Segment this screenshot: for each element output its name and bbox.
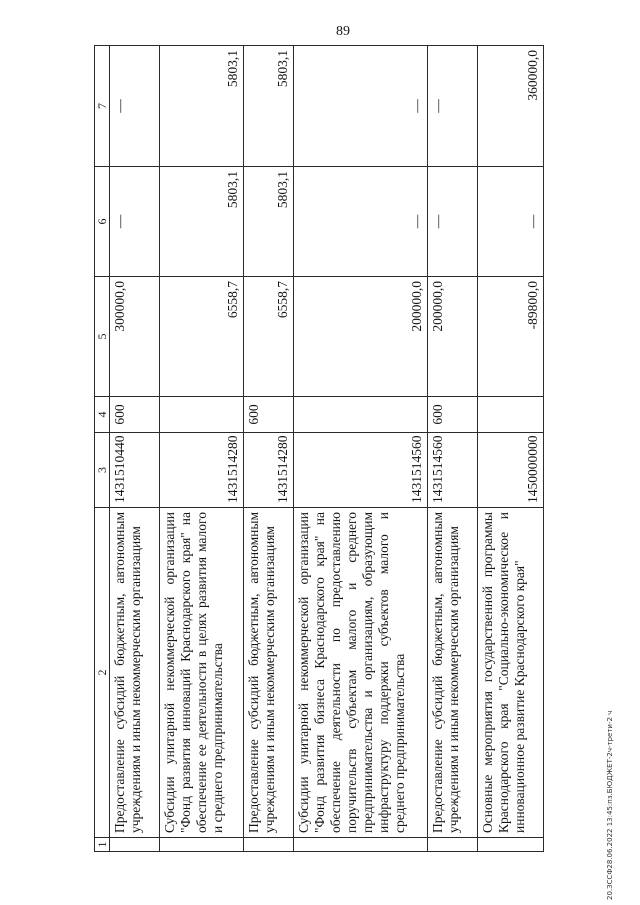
table-row [428, 46, 478, 852]
table-row [294, 46, 428, 852]
row-number-cell [428, 838, 478, 852]
header-col-3: 3 [95, 433, 110, 508]
code-cell: 1431514280 [244, 433, 294, 508]
description-cell: Субсидии унитарной некоммерческой организации "Фонд развития инноваций Краснодарского края" на обеспечение ее деятельности в целях развития малого и среднего предпринимательства [160, 508, 244, 838]
value5-cell: 200000,0 [294, 277, 428, 397]
description-cell: Предоставление субсидий бюджетным, автономным учреждениям и иным некоммерческим организациям [428, 508, 478, 838]
row-number-cell [294, 838, 428, 852]
type-cell: 600 [244, 397, 294, 433]
side-stamp-text: 20.ЗССФ28.06.2022 13:45:пз.БЮДЖЕТ-2ч-трети-2 ч [606, 710, 614, 900]
code-cell: 1450000000 [478, 433, 544, 508]
value5-cell: 6558,7 [160, 277, 244, 397]
code-cell: 1431514560 [294, 433, 428, 508]
value7-cell: — [110, 46, 160, 167]
header-col-4: 4 [95, 397, 110, 433]
table-row [478, 46, 544, 852]
code-cell: 1431514280 [160, 433, 244, 508]
header-col-2: 2 [95, 508, 110, 838]
description-cell: Основные мероприятия государственной программы Краснодарского края "Социально-экономическое и инновационное развитие Краснодарского края" [478, 508, 544, 838]
rotated-table-frame [94, 46, 562, 852]
value5-cell: 300000,0 [110, 277, 160, 397]
type-cell [294, 397, 428, 433]
value7-cell: 5803,1 [244, 46, 294, 167]
budget-table [94, 45, 544, 852]
type-cell [478, 397, 544, 433]
value6-cell: 5803,1 [160, 167, 244, 277]
value7-cell: 5803,1 [160, 46, 244, 167]
value6-cell: — [110, 167, 160, 277]
value5-cell: 200000,0 [428, 277, 478, 397]
table-row [244, 46, 294, 852]
description-cell: Предоставление субсидий бюджетным, автономным учреждениям и иным некоммерческим организациям [110, 508, 160, 838]
value5-cell: 6558,7 [244, 277, 294, 397]
value6-cell: 5803,1 [244, 167, 294, 277]
header-col-1: 1 [95, 838, 110, 852]
header-col-5: 5 [95, 277, 110, 397]
description-cell: Субсидии унитарной некоммерческой организации "Фонд развития бизнеса Краснодарского края" на обеспечение деятельности по предоставлению поручительств субъектам малого и среднего предпринимательства и организациям, образующим инфраструктуру поддержки субъектов малого и среднего предпринимательства [294, 508, 428, 838]
side-stamp [606, 40, 618, 900]
budget-table-container [94, 46, 562, 852]
row-number-cell [244, 838, 294, 852]
type-cell: 600 [110, 397, 160, 433]
code-cell: 1431514560 [428, 433, 478, 508]
value6-cell: — [478, 167, 544, 277]
header-col-6: 6 [95, 167, 110, 277]
value7-cell: — [294, 46, 428, 167]
value7-cell: 360000,0 [478, 46, 544, 167]
header-row [95, 46, 110, 852]
row-number-cell [110, 838, 160, 852]
value6-cell: — [294, 167, 428, 277]
row-number-cell [478, 838, 544, 852]
row-number-cell [160, 838, 244, 852]
page-number: 89 [336, 24, 350, 39]
value5-cell: -89800,0 [478, 277, 544, 397]
header-col-7: 7 [95, 46, 110, 167]
table-row [110, 46, 160, 852]
type-cell [160, 397, 244, 433]
value7-cell: — [428, 46, 478, 167]
code-cell: 1431510440 [110, 433, 160, 508]
description-cell: Предоставление субсидий бюджетным, автономным учреждениям и иным некоммерческим организациям [244, 508, 294, 838]
type-cell: 600 [428, 397, 478, 433]
value6-cell: — [428, 167, 478, 277]
table-row [160, 46, 244, 852]
